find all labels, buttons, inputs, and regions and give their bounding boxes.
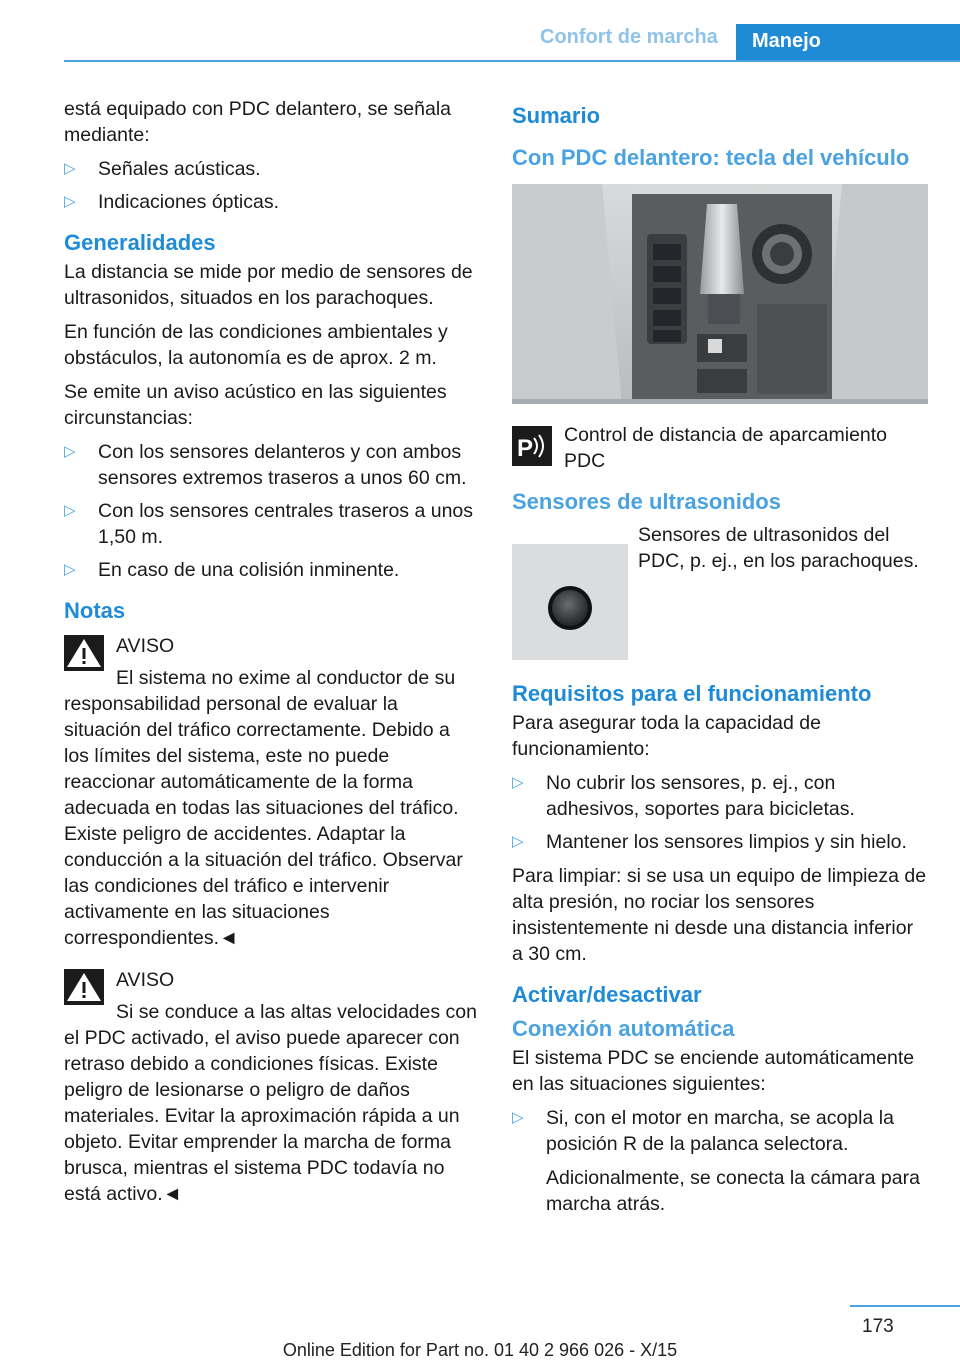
header-rule: [64, 60, 960, 62]
warning-block-1: [64, 633, 480, 951]
list-item: ▷ Mantener los sensores limpios y sin hielo.: [512, 829, 928, 855]
center-console-photo: [512, 184, 928, 404]
requisitos-paragraph-2: Para limpiar: si se usa un equipo de limpieza de alta presión, no rociar los sensores insistentemente ni desde una distancia inferior a 30 cm.: [512, 865, 927, 965]
triangle-bullet-icon: [512, 829, 524, 855]
triangle-bullet-icon: [64, 557, 76, 583]
warning-block-2: [64, 967, 480, 1207]
conexion-sub-paragraph: Adicionalmente, se conecta la cámara para marcha atrás.: [546, 1167, 920, 1215]
triangle-bullet-icon: [512, 1105, 524, 1131]
right-column: [512, 96, 928, 1217]
list-item: ▷ Señales acústicas.: [64, 156, 480, 182]
intro-paragraph: está equipado con PDC delantero, se señala mediante:: [64, 98, 452, 146]
pdc-label: Control de distancia de aparcamiento PDC: [564, 424, 888, 472]
pdc-button-legend: [512, 422, 928, 474]
edition-footer: Online Edition for Part no. 01 40 2 966 026 - X/15: [282, 1340, 678, 1360]
warning-title: AVISO: [116, 969, 175, 991]
footer-rule: [850, 1305, 960, 1307]
intro-list: [64, 156, 480, 215]
triangle-bullet-icon: [64, 189, 76, 215]
header-chapter-tab[interactable]: Manejo: [736, 24, 960, 62]
generalidades-list: [64, 439, 480, 583]
left-column: [64, 96, 480, 1223]
warning-triangle-icon: [64, 635, 104, 671]
triangle-bullet-icon: [64, 498, 76, 524]
heading-sensores: Sensores de ultrasonidos: [512, 489, 781, 514]
triangle-bullet-icon: [64, 439, 76, 465]
list-item: ▷ En caso de una colisión inminente.: [64, 557, 480, 583]
generalidades-paragraph-1: La distancia se mide por medio de sensores de ultrasonidos, situados en los parachoques.: [64, 261, 473, 309]
page-number: 173: [862, 1316, 894, 1337]
triangle-bullet-icon: [64, 156, 76, 182]
heading-pdc-button: Con PDC delantero: tecla del vehículo: [512, 145, 910, 170]
heading-requisitos: Requisitos para el funcionamiento: [512, 681, 872, 706]
requisitos-list: [512, 770, 928, 855]
warning-title: AVISO: [116, 635, 175, 657]
heading-sumario: Sumario: [512, 103, 601, 128]
list-item: ▷ No cubrir los sensores, p. ej., con adhesivos, soportes para bicicletas.: [512, 770, 928, 822]
heading-activar: Activar/desactivar: [512, 982, 702, 1007]
heading-conexion: Conexión automática: [512, 1016, 735, 1041]
header-section-tab[interactable]: Confort de marcha: [540, 26, 718, 48]
heading-generalidades: Generalidades: [64, 230, 216, 255]
conexion-paragraph: El sistema PDC se enciende automáticamente en las situaciones siguientes:: [512, 1047, 915, 1095]
warning-text: Si se conduce a las altas velocidades con el PDC activado, el aviso puede aparecer con retraso debido a condiciones físicas. Existe peligro de lesionarse o peligro de daños materiales. Evitar la aproximación rápida a un objeto. Evitar emprender la marcha de forma brusca, mientras el sistema PDC todavía no está activo.◄: [64, 1001, 477, 1205]
conexion-list: [512, 1105, 928, 1157]
list-item: ▷ Indicaciones ópticas.: [64, 189, 480, 215]
warning-triangle-icon: [64, 969, 104, 1005]
sensor-block: [512, 522, 928, 666]
ultrasonic-sensor-photo: [512, 544, 628, 660]
heading-notas: Notas: [64, 598, 126, 623]
requisitos-paragraph-1: Para asegurar toda la capacidad de funcionamiento:: [512, 712, 821, 760]
svg-text:P: P: [517, 435, 534, 462]
list-item: ▷ Si, con el motor en marcha, se acopla la posición R de la palanca selectora.: [512, 1105, 928, 1157]
triangle-bullet-icon: [512, 770, 524, 796]
sensors-description: Sensores de ultrasonidos del PDC, p. ej., en los parachoques.: [638, 524, 919, 572]
list-item: ▷ Con los sensores centrales traseros a unos 1,50 m.: [64, 498, 480, 550]
generalidades-paragraph-2: En función de las condiciones ambientales y obstáculos, la autonomía es de aprox. 2 m.: [64, 321, 448, 369]
warning-text: El sistema no exime al conductor de su responsabilidad personal de evaluar la situación del tráfico correctamente. Debido a los límites del sistema, este no puede reaccionar automáticamente de la forma adecuada en todas las situaciones del tráfico. Existe peligro de accidentes. Adaptar la conducción a la situación del tráfico. Observar las condiciones del tráfico e intervenir activamente en las situaciones correspondientes.◄: [64, 667, 463, 949]
list-item: ▷ Con los sensores delanteros y con ambos sensores extremos traseros a unos 60 cm.: [64, 439, 480, 491]
generalidades-paragraph-3: Se emite un aviso acústico en las siguientes circunstancias:: [64, 381, 447, 429]
pdc-parking-sensor-icon: [512, 426, 552, 466]
